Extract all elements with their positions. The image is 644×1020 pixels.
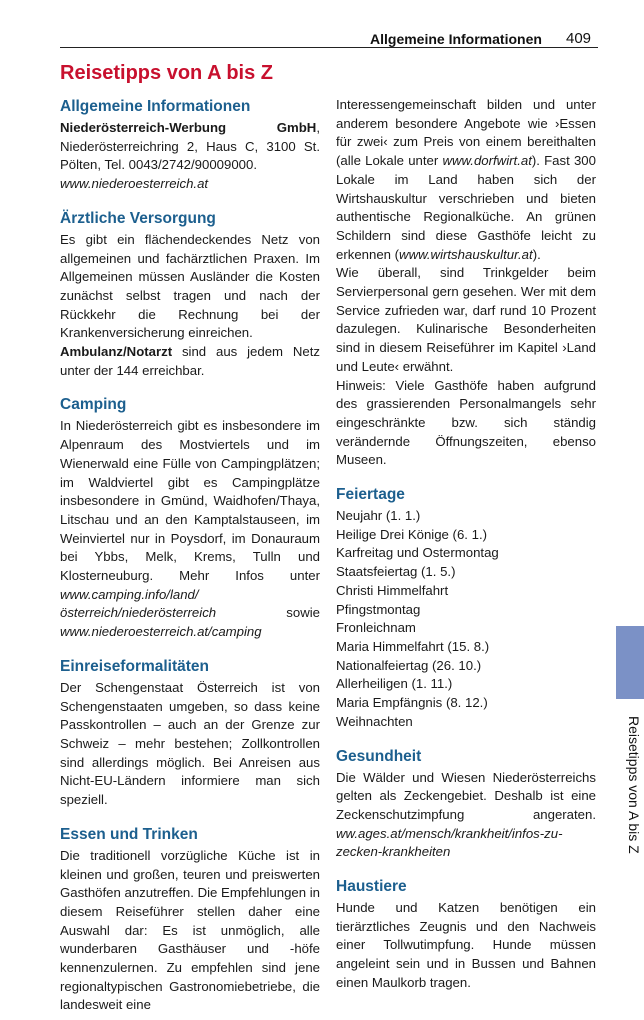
essen-text: Die traditionell vorzügliche Küche ist in kleinen und großen, teuren und preiswerten Gasthöfen anzutreffen. Die Empfehlungen in diesem Reiseführer stellen daher eine Auswahl dar: Es ist unmöglich, alle wunderbaren Gasthäuser und -höfe kennenzulernen. Zu empfehlen sind jene regionaltypischen Gastronomiebetriebe, die landesweit eine [60, 847, 321, 1013]
camping-link-2[interactable]: www.niederoesterreich.at/camping [60, 624, 262, 640]
section-heading-einreise: Einreiseformalitäten [60, 657, 210, 675]
holiday-item: Maria Empfängnis (8. 12.) [336, 695, 488, 711]
running-head: Allgemeine Informationen [370, 31, 542, 47]
dorfwirt-link[interactable]: www.dorfwirt.at [442, 153, 532, 169]
section-heading-haustiere: Haustiere [336, 878, 407, 896]
camping-text [60, 417, 320, 641]
holiday-item: Heilige Drei Könige (6. 1.) [336, 526, 487, 542]
einreise-text: Der Schengenstaat Österreich ist von Schengenstaaten umgeben, so dass keine Passkontrollen – auch an der Grenze zur Schweiz – mehr bestehen; Zollkontrollen sind allerdings möglich. Bei Anreisen aus Nicht-EU-Ländern informiere man sich speziell. [60, 679, 320, 808]
holiday-item: Allerheiligen (1. 11.) [336, 676, 453, 692]
page-title: Reisetipps von A bis Z [60, 62, 273, 84]
holiday-item: Neujahr (1. 1.) [336, 508, 421, 524]
holiday-item: Karfreitag und Ostermontag [336, 545, 499, 561]
gesundheit-body: Die Wälder und Wiesen Niederösterreichs gelten als Zeckengebiet. Deshalb ist eine Zeckenschutzimpfung angeraten. [336, 769, 596, 822]
section-heading-camping: Camping [60, 396, 127, 414]
org-address: , Niederösterreichring 2, Haus C, 3100 St. Pölten, Tel. 0043/2742/90009000. [60, 120, 320, 173]
section-heading-feiertage: Feiertage [336, 486, 405, 504]
holiday-item: Weihnachten [336, 713, 413, 729]
holiday-item: Maria Himmelfahrt (15. 8.) [336, 638, 490, 654]
section-heading-aerztlich: Ärztliche Versorgung [60, 209, 216, 227]
header-rule [60, 47, 598, 48]
emergency-number-text: sind aus jedem Netz unter der 144 erreichbar. [60, 344, 320, 378]
essen-cont-2: ). Fast 300 Lokale im Land haben sich der Wirtshauskultur verschrieben und bieten authentische Regionalküche. An grünen Schildern sind diese Gasthöfe leicht zu erkennen ( [336, 153, 596, 262]
ages-link[interactable]: ww.ages.at/mensch/krankheit/infos-zu-zecken-krankheiten [336, 825, 563, 860]
gesundheit-text [336, 769, 596, 863]
side-label: Reisetipps von A bis Z [626, 716, 642, 854]
org-name: Niederösterreich-Werbung GmbH [60, 120, 317, 135]
tourism-link[interactable]: www.niederoesterreich.at [60, 176, 209, 192]
holiday-item: Fronleichnam [336, 620, 416, 636]
section-heading-essen: Essen und Trinken [60, 825, 198, 843]
chapter-tab [616, 626, 644, 699]
essen-continued [336, 96, 596, 264]
right-column [336, 96, 596, 993]
wirtshauskultur-link[interactable]: www.wirtshauskultur.at [399, 246, 533, 262]
holiday-list [336, 507, 596, 731]
camping-joiner: sowie [216, 605, 320, 621]
allgemein-text [60, 119, 320, 194]
aerztlich-text: Es gibt ein flächendeckendes Netz von allgemeinen und fachärztlichen Praxen. Im Allgemeinen müssen Ausländer die Kosten zunächst selbst tragen und nach der Rückkehr die Rechnung bei der Krankenversicherung einreichen. [60, 231, 320, 341]
section-heading-allgemein: Allgemeine Informationen [60, 98, 251, 115]
emergency-text [60, 343, 320, 380]
left-column [60, 96, 320, 1015]
essen-cont-3: ). [532, 246, 541, 262]
holiday-item: Christi Himmelfahrt [336, 582, 449, 598]
camping-link-1[interactable]: www.camping.info/land/österreich/niederösterreich [60, 586, 217, 621]
holiday-item: Nationalfeiertag (26. 10.) [336, 657, 482, 673]
holiday-item: Pfingstmontag [336, 601, 421, 617]
section-heading-gesundheit: Gesundheit [336, 747, 422, 765]
page-number: 409 [566, 30, 592, 47]
camping-body: In Niederösterreich gibt es insbesondere im Alpenraum des Mostviertels und im Wienerwald eine Fülle von Campingplätzen; im Waldviertel gibt es Campingplätze insbesondere in Gmünd, Waidhofen/Thaya, Litschau und an den Kamptalstauseen, im Weinviertel nur in Poysdorf, im Donauraum bei Ybbs, Melk, Krems, Tulln und Klosterneuburg. Mehr Infos unter [60, 418, 320, 584]
haustiere-text: Hunde und Katzen benötigen ein tierärztliches Zeugnis und den Nachweis einer Tollwutimpfung. Hunde müssen angeleint sein und in Bussen und Bahnen einen Maulkorb tragen. [336, 900, 596, 990]
tips-text: Wie überall, sind Trinkgelder beim Servierpersonal gern gesehen. Wer mit dem Service zufrieden war, darf rund 10 Prozent dazulegen. Kulinarische Besonderheiten sind in diesem Reiseführer im Kapitel ›Land und Leute‹ erwähnt. [336, 265, 596, 374]
hint-text: Hinweis: Viele Gasthöfe haben aufgrund des grassierenden Personalmangels sehr eingeschränkte bzw. sich ständig verändernde Öffnungszeiten, ebenso Museen. [336, 377, 596, 468]
emergency-label: Ambulanz/Notarzt [60, 344, 173, 360]
essen-cont-1: Interessengemeinschaft bilden und unter anderem besondere Angebote wie ›Essen für zwei‹ zum Preis von einem bereithalten (alle Lokale unter [336, 97, 596, 169]
holiday-item: Staatsfeiertag (1. 5.) [336, 564, 456, 580]
